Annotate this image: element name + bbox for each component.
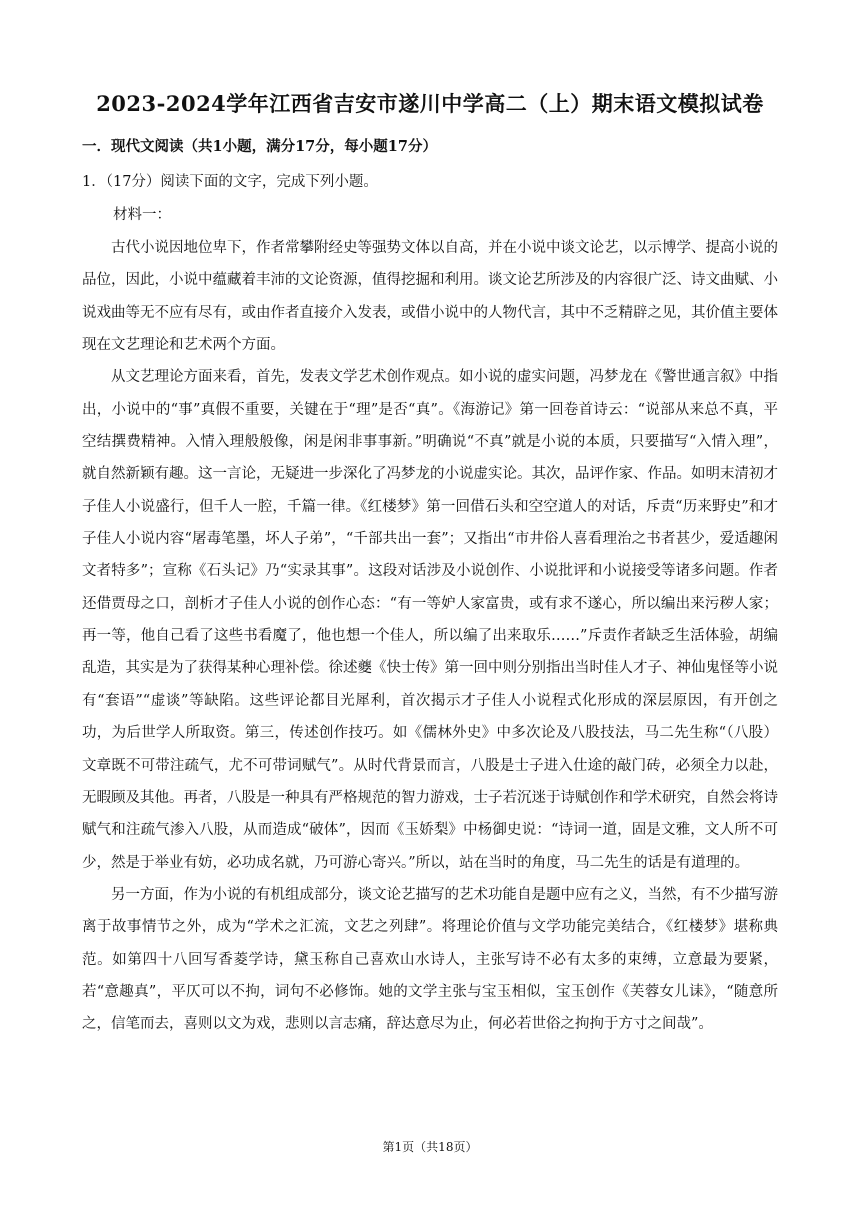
- paragraph: 从文艺理论方面来看，首先，发表文学艺术创作观点。如小说的虚实问题，冯梦龙在《警世通言叙》中指出，小说中的“事”真假不重要，关键在于“理”是否“真”。《海游记》第一回卷首诗云：“说部从来总不真，平空结撰费精神。入情入理般般像，闲是闲非事事新。”明确说“不真”就是小说的本质，只要描写“入情入理”，就自然新颖有趣。这一言论，无疑进一步深化了冯梦龙的小说虚实论。其次，品评作家、作品。如明末清初才子佳人小说盛行，但千人一腔，千篇一律。《红楼梦》第一回借石头和空空道人的对话，斥责“历来野史”和才子佳人小说内容“屠毒笔墨，坏人子弟”，“千部共出一套”；又指出“市井俗人喜看理治之书者甚少，爱适趣闲文者特多”；宣称《石头记》乃“实录其事”。这段对话涉及小说创作、小说批评和小说接受等诸多问题。作者还借贾母之口，剖析才子佳人小说的创作心态：“有一等妒人家富贵，或有求不遂心，所以编出来污秽人家；再一等，他自己看了这些书看魔了，他也想一个佳人，所以编了出来取乐……”斥责作者缺乏生活体验，胡编乱造，其实是为了获得某种心理补偿。徐述夔《快士传》第一回中则分别指出当时佳人才子、神仙鬼怪等小说有“套语”“虚谈”等缺陷。这些评论都目光犀利，首次揭示才子佳人小说程式化形成的深层原因，有开创之功，为后世学人所取资。第三，传述创作技巧。如《儒林外史》中多次论及八股技法，马二先生称“（八股）文章既不可带注疏气，尤不可带词赋气”。从时代背景而言，八股是士子进入仕途的敲门砖，必须全力以赴，无暇顾及其他。再者，八股是一种具有严格规范的智力游戏，士子若沉迷于诗赋创作和学术研究，自然会将诗赋气和注疏气渗入八股，从而造成“破体”，因而《玉娇梨》中杨御史说：“诗词一道，固是文雅，文人所不可少，然是于举业有妨，必功成名就，乃可游心寄兴。”所以，站在当时的角度，马二先生的话是有道理的。: [82, 369, 778, 871]
- section-heading: 一．现代文阅读（共1小题，满分17分，每小题17分）: [82, 138, 437, 155]
- material-label: 材料一：: [113, 207, 171, 223]
- paragraph: 古代小说因地位卑下，作者常攀附经史等强势文体以自高，并在小说中谈文论艺，以示博学、提高小说的品位，因此，小说中蕴藏着丰沛的文论资源，值得挖掘和利用。谈文论艺所涉及的内容很广泛、诗文曲赋、小说戏曲等无不应有尽有，或由作者直接介入发表，或借小说中的人物代言，其中不乏精辟之见，其价值主要体现在文艺理论和艺术两个方面。: [82, 240, 778, 354]
- passage-body: [82, 232, 778, 1041]
- page-title: 2023-2024学年江西省吉安市遂川中学高二（上）期末语文模拟试卷: [96, 91, 764, 116]
- paragraph: 另一方面，作为小说的有机组成部分，谈文论艺描写的艺术功能自是题中应有之义，当然，有不少描写游离于故事情节之外，成为“学术之汇流，文艺之列肆”。将理论价值与文学功能完美结合，《红楼梦》堪称典范。如第四十八回写香菱学诗，黛玉称自己喜欢山水诗人，主张写诗不必有太多的束缚，立意最为要紧，若“意趣真”，平仄可以不拘，词句不必修饰。她的文学主张与宝玉相似，宝玉创作《芙蓉女儿诔》，“随意所之，信笔而去，喜则以文为戏，悲则以言志痛，辞达意尽为止，何必若世俗之拘拘于方寸之间哉”。: [82, 886, 778, 1033]
- question-intro: 1．（17分）阅读下面的文字，完成下列小题。: [82, 174, 378, 190]
- page-footer: 第1页（共18页）: [382, 1140, 478, 1154]
